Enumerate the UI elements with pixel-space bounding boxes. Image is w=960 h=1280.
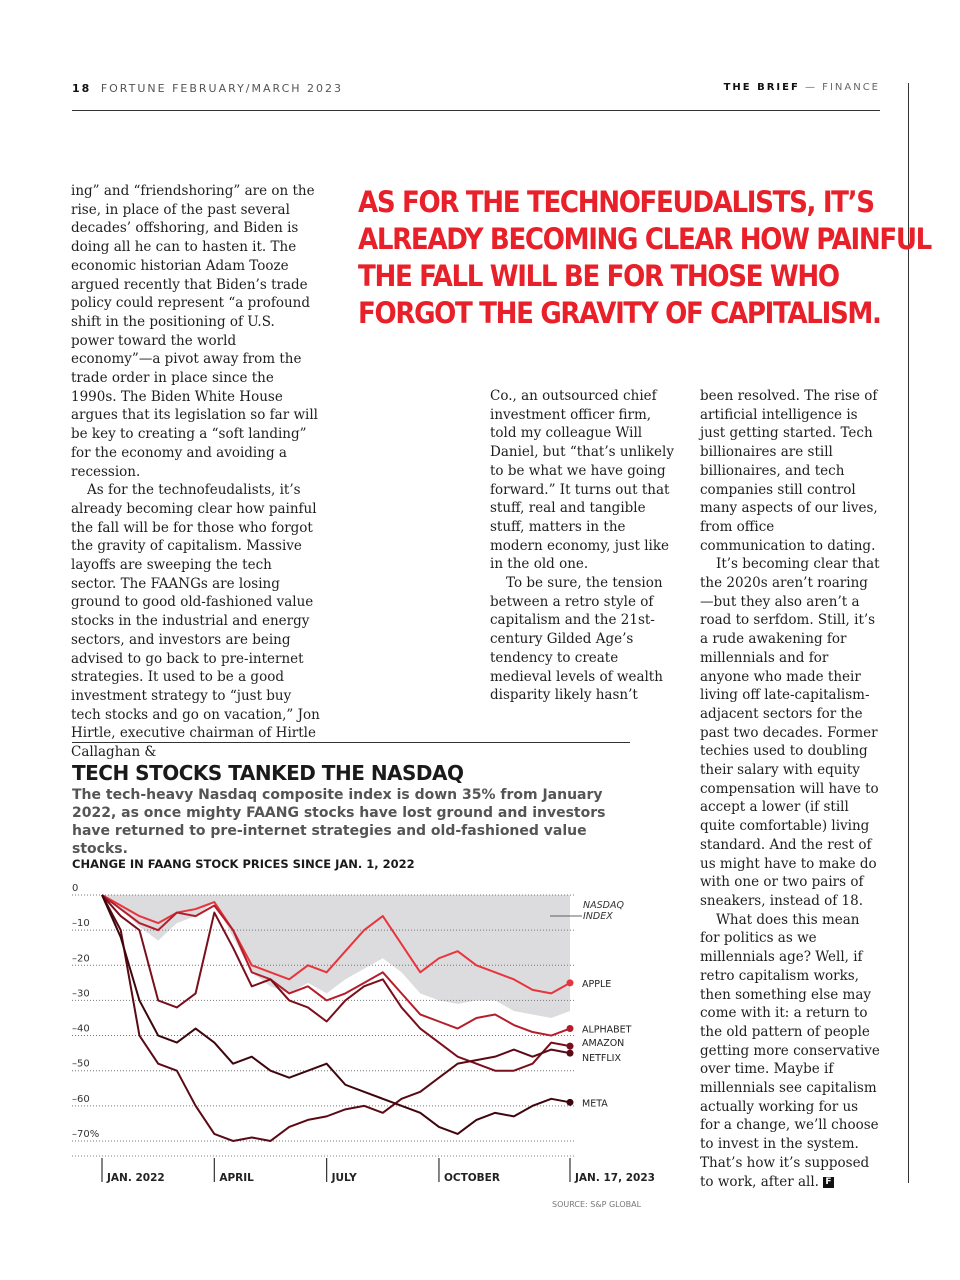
x-tick-label: JULY (331, 1172, 357, 1184)
y-tick-label: –50 (72, 1058, 90, 1070)
y-tick-label: 0 (72, 883, 79, 894)
pull-quote-line: FORGOT THE GRAVITY OF CAPITALISM. (358, 296, 881, 330)
end-dot-alphabet (567, 1025, 574, 1032)
paragraph-text: What does this mean for politics as we millennials age? Well, if retro capitalism works, then something else may come with it: a return to the old pattern of people getting more conservative over time. Maybe if millennials see capitalism actually working for us for a change, we’ll choose to invest in the system. That’s how it’s supposed to work, after all. (700, 911, 880, 1190)
y-tick-label: –20 (72, 953, 90, 965)
y-tick-label: –60 (72, 1093, 90, 1105)
end-dot-amazon (567, 1043, 574, 1050)
chart-title: TECH STOCKS TANKED THE NASDAQ (72, 761, 464, 785)
series-label-apple: APPLE (582, 978, 612, 990)
end-mark-icon: F (823, 1177, 834, 1188)
pull-quote-line: THE FALL WILL BE FOR THOSE WHO (358, 259, 839, 293)
pull-quote-line: ALREADY BECOMING CLEAR HOW PAINFUL (358, 222, 931, 256)
y-tick-label: –40 (72, 1023, 90, 1035)
x-tick-label: JAN. 2022 (107, 1172, 165, 1184)
y-tick-label: –30 (72, 988, 90, 1000)
x-tick-label: JAN. 17, 2023 (575, 1172, 655, 1184)
end-dot-meta (567, 1099, 574, 1106)
chart-subtitle: The tech-heavy Nasdaq composite index is down 35% from January 2022, as once mighty FAANG stocks have lost ground and investors have returned to pre-internet strategies and old-fashioned value stocks. (72, 787, 606, 857)
paragraph: ing” and “friendshoring” are on the rise, in place of the past several decades’ offshoring, and Biden is doing all he can to hasten it. The economic historian Adam Tooze argued recently that Biden’s trade policy could represent “a profound shift in the positioning of U.S. power toward the world economy”—a pivot away from the trade order in place since the 1990s. The Biden White House argues that its legislation so far will be key to creating a “soft landing” for the economy and avoiding a recession. (71, 183, 318, 480)
y-tick-label: –70% (72, 1128, 100, 1140)
x-tick-label: OCTOBER (443, 1172, 500, 1184)
publication-line: FORTUNE FEBRUARY/MARCH 2023 (100, 82, 344, 95)
paragraph: As for the technofeudalists, it’s already becoming clear how painful the fall will be for those who forgot the gravity of capitalism. Massive layoffs are sweeping the tech sector. The FAANGs are losing ground to good old-fashioned value stocks in the industrial and energy sectors, and investors are being advised to go back to pre-internet strategies. It used to be a good investment strategy to “just buy tech stocks and go on vacation,” Jon Hirtle, executive chairman of Hirtle Callaghan & (71, 482, 320, 761)
series-label-netflix: NETFLIX (582, 1053, 621, 1065)
series-label-alphabet: ALPHABET (582, 1024, 632, 1036)
pull-quote-line: AS FOR THE TECHNOFEUDALISTS, IT’S (358, 185, 874, 219)
series-label-amazon: AMAZON (582, 1038, 625, 1050)
page-number: 18 (72, 82, 92, 95)
series-label-nasdaq-index: INDEX (583, 911, 613, 922)
paragraph: To be sure, the tension between a retro style of capitalism and the 21st-century Gilded Age’s tendency to create medieval levels of wealth disparity likely hasn’t (490, 575, 663, 704)
y-tick-label: –10 (72, 918, 90, 930)
chart-source: SOURCE: S&P GLOBAL (552, 1200, 642, 1209)
series-label-meta: META (582, 1098, 608, 1110)
section-bold: THE BRIEF (723, 82, 800, 93)
section-rest: — FINANCE (799, 82, 880, 93)
nasdaq-area (102, 895, 570, 1018)
end-dot-apple (567, 979, 574, 986)
series-label-nasdaq: NASDAQ (583, 900, 624, 911)
x-tick-label: APRIL (219, 1172, 254, 1184)
paragraph: been resolved. The rise of artificial intelligence is just getting started. Tech billionaires are still billionaires, and tech companies still control many aspects of our lives, from office communication to dating. (700, 388, 878, 554)
paragraph: It’s becoming clear that the 2020s aren’t roaring—but they also aren’t a road to serfdom. Still, it’s a rude awakening for millennials and for anyone who made their living off late-capitalism-adjacent sectors for the past two decades. Former techies used to doubling their salary with equity compensation will have to accept a lower (if still quite comfortable) living standard. And the rest of us might have to make do with one or two pairs of sneakers, instead of 18. (700, 556, 880, 909)
end-dot-netflix (567, 1050, 574, 1057)
chart-label: CHANGE IN FAANG STOCK PRICES SINCE JAN. 1, 2022 (72, 857, 415, 871)
paragraph: Co., an outsourced chief investment officer firm, told my colleague Will Daniel, but “that’s unlikely to be what we have going forward.” It turns out that stuff, real and tangible stuff, matters in the modern economy, just like in the old one. (490, 388, 674, 573)
